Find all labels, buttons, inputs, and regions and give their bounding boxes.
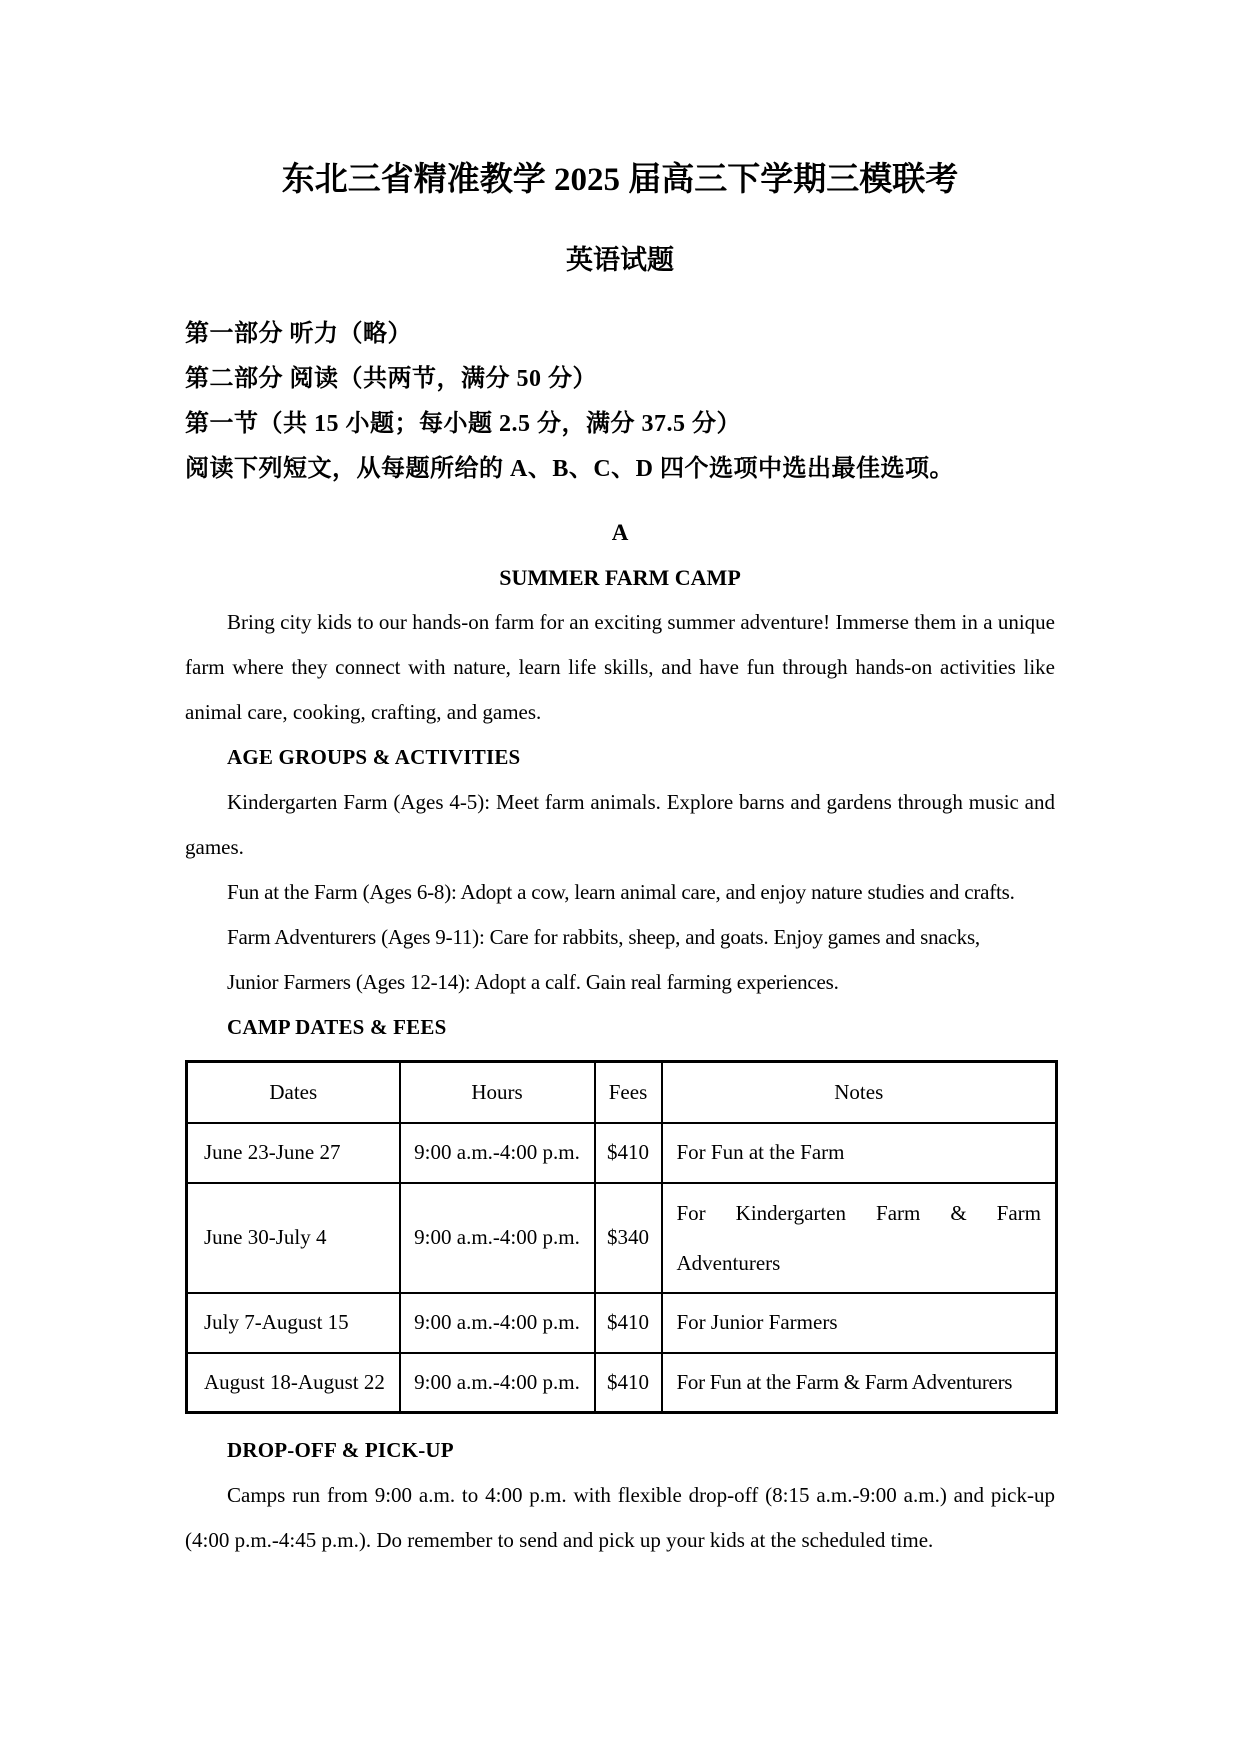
reading-instruction: 阅读下列短文，从每题所给的 A、B、C、D 四个选项中选出最佳选项。 — [185, 456, 955, 482]
passage-label: A — [611, 520, 629, 545]
passage-title: SUMMER FARM CAMP — [499, 565, 741, 590]
cell-notes: For Fun at the Farm — [662, 1123, 1057, 1183]
camp-dates-fees-heading: CAMP DATES & FEES — [227, 1015, 447, 1039]
age-groups-heading: AGE GROUPS & ACTIVITIES — [227, 745, 521, 769]
table-row — [187, 1353, 1057, 1413]
cell-hours: 9:00 a.m.-4:00 p.m. — [400, 1183, 595, 1293]
cell-notes: For Kindergarten Farm & Farm Adventurers — [662, 1183, 1057, 1293]
table-header-row — [187, 1062, 1057, 1123]
cell-hours: 9:00 a.m.-4:00 p.m. — [400, 1293, 595, 1353]
column-header-hours: Hours — [400, 1062, 595, 1123]
table-row — [187, 1123, 1057, 1183]
heading-part2: 第二部分 阅读（共两节，满分 50 分） — [185, 366, 597, 392]
exam-subtitle: 英语试题 — [566, 245, 674, 275]
cell-dates: June 30-July 4 — [187, 1183, 400, 1293]
exam-title: 东北三省精准教学 2025 届高三下学期三模联考 — [281, 162, 959, 198]
dropoff-pickup-text: Camps run from 9:00 a.m. to 4:00 p.m. with flexible drop-off (8:15 a.m.-9:00 a.m.) and pick-up (4:00 p.m.-4:45 p.m.). Do remember to send and pick up your kids at the scheduled time. — [185, 1483, 1055, 1552]
cell-hours: 9:00 a.m.-4:00 p.m. — [400, 1353, 595, 1413]
cell-hours: 9:00 a.m.-4:00 p.m. — [400, 1123, 595, 1183]
column-header-fees: Fees — [595, 1062, 662, 1123]
heading-part1: 第一部分 听力（略） — [185, 321, 412, 347]
cell-dates: June 23-June 27 — [187, 1123, 400, 1183]
cell-dates: July 7-August 15 — [187, 1293, 400, 1353]
column-header-notes: Notes — [662, 1062, 1057, 1123]
cell-notes: For Fun at the Farm & Farm Adventurers — [662, 1353, 1057, 1413]
passage-intro: Bring city kids to our hands-on farm for an exciting summer adventure! Immerse them in a unique farm where they connect with nature, learn life skills, and have fun through hands-on activities like animal care, cooking, crafting, and games. — [185, 610, 1055, 724]
camp-fees-table — [185, 1060, 1058, 1414]
cell-notes: For Junior Farmers — [662, 1293, 1057, 1353]
column-header-dates: Dates — [187, 1062, 400, 1123]
page-content — [185, 0, 1055, 1563]
cell-fees: $410 — [595, 1123, 662, 1183]
age-group-farm-adventurers: Farm Adventurers (Ages 9-11): Care for rabbits, sheep, and goats. Enjoy games and snacks, — [227, 925, 980, 949]
table-row — [187, 1183, 1057, 1293]
heading-section1: 第一节（共 15 小题；每小题 2.5 分，满分 37.5 分） — [185, 411, 741, 437]
age-group-kindergarten: Kindergarten Farm (Ages 4-5): Meet farm animals. Explore barns and gardens through music and games. — [185, 790, 1055, 859]
table-row — [187, 1293, 1057, 1353]
age-group-junior-farmers: Junior Farmers (Ages 12-14): Adopt a calf. Gain real farming experiences. — [227, 970, 839, 994]
section-headings — [185, 312, 1055, 492]
dropoff-pickup-heading: DROP-OFF & PICK-UP — [227, 1438, 454, 1462]
cell-fees: $410 — [595, 1353, 662, 1413]
cell-fees: $340 — [595, 1183, 662, 1293]
cell-fees: $410 — [595, 1293, 662, 1353]
cell-dates: August 18-August 22 — [187, 1353, 400, 1413]
age-group-fun-at-farm: Fun at the Farm (Ages 6-8): Adopt a cow, learn animal care, and enjoy nature studies and crafts. — [227, 880, 1015, 904]
